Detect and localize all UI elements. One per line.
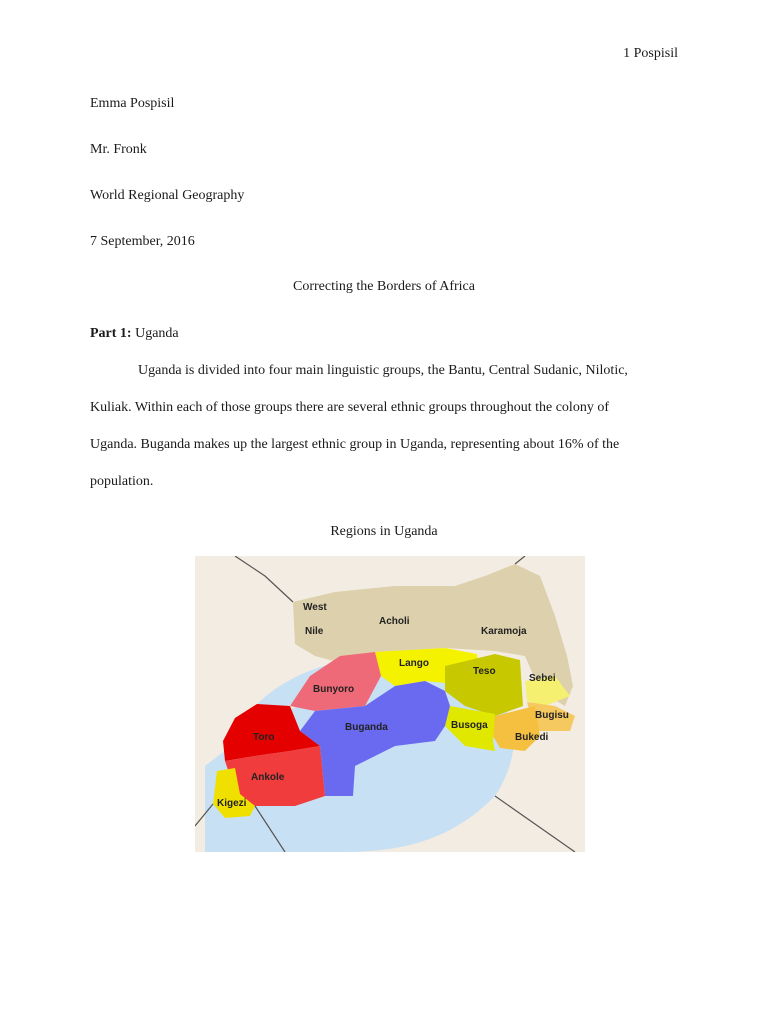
uganda-regions-map (195, 556, 585, 852)
section-name: Uganda (135, 326, 179, 341)
label-toro: Toro (253, 732, 275, 743)
course-name: World Regional Geography (90, 188, 245, 203)
paragraph-line: population. (90, 474, 154, 489)
label-karamoja: Karamoja (481, 626, 527, 637)
running-header-page-number: 1 Pospisil (623, 46, 678, 61)
body-paragraph (90, 352, 680, 500)
label-ankole: Ankole (251, 772, 285, 783)
label-buganda: Buganda (345, 722, 388, 733)
label-teso: Teso (473, 666, 496, 677)
label-west: West (303, 602, 327, 613)
label-kigezi: Kigezi (217, 798, 247, 809)
author-name: Emma Pospisil (90, 96, 175, 111)
figure-caption: Regions in Uganda (330, 524, 438, 539)
section-heading (90, 325, 179, 343)
label-sebei: Sebei (529, 673, 556, 684)
label-nile: Nile (305, 626, 324, 637)
label-busoga: Busoga (451, 720, 488, 731)
label-acholi: Acholi (379, 616, 410, 627)
map-svg (195, 556, 585, 852)
label-lango: Lango (399, 658, 429, 669)
instructor-name: Mr. Fronk (90, 142, 147, 157)
paragraph-line: Uganda is divided into four main linguistic groups, the Bantu, Central Sudanic, Nilotic, (138, 363, 628, 378)
paragraph-line: Kuliak. Within each of those groups there are several ethnic groups throughout the colony of (90, 400, 609, 415)
label-bunyoro: Bunyoro (313, 684, 355, 695)
document-date: 7 September, 2016 (90, 234, 195, 249)
paragraph-line: Uganda. Buganda makes up the largest ethnic group in Uganda, representing about 16% of the (90, 437, 620, 452)
document-title: Correcting the Borders of Africa (293, 279, 475, 294)
section-label: Part 1: (90, 326, 132, 341)
label-bukedi: Bukedi (515, 732, 549, 743)
label-bugisu: Bugisu (535, 710, 569, 721)
